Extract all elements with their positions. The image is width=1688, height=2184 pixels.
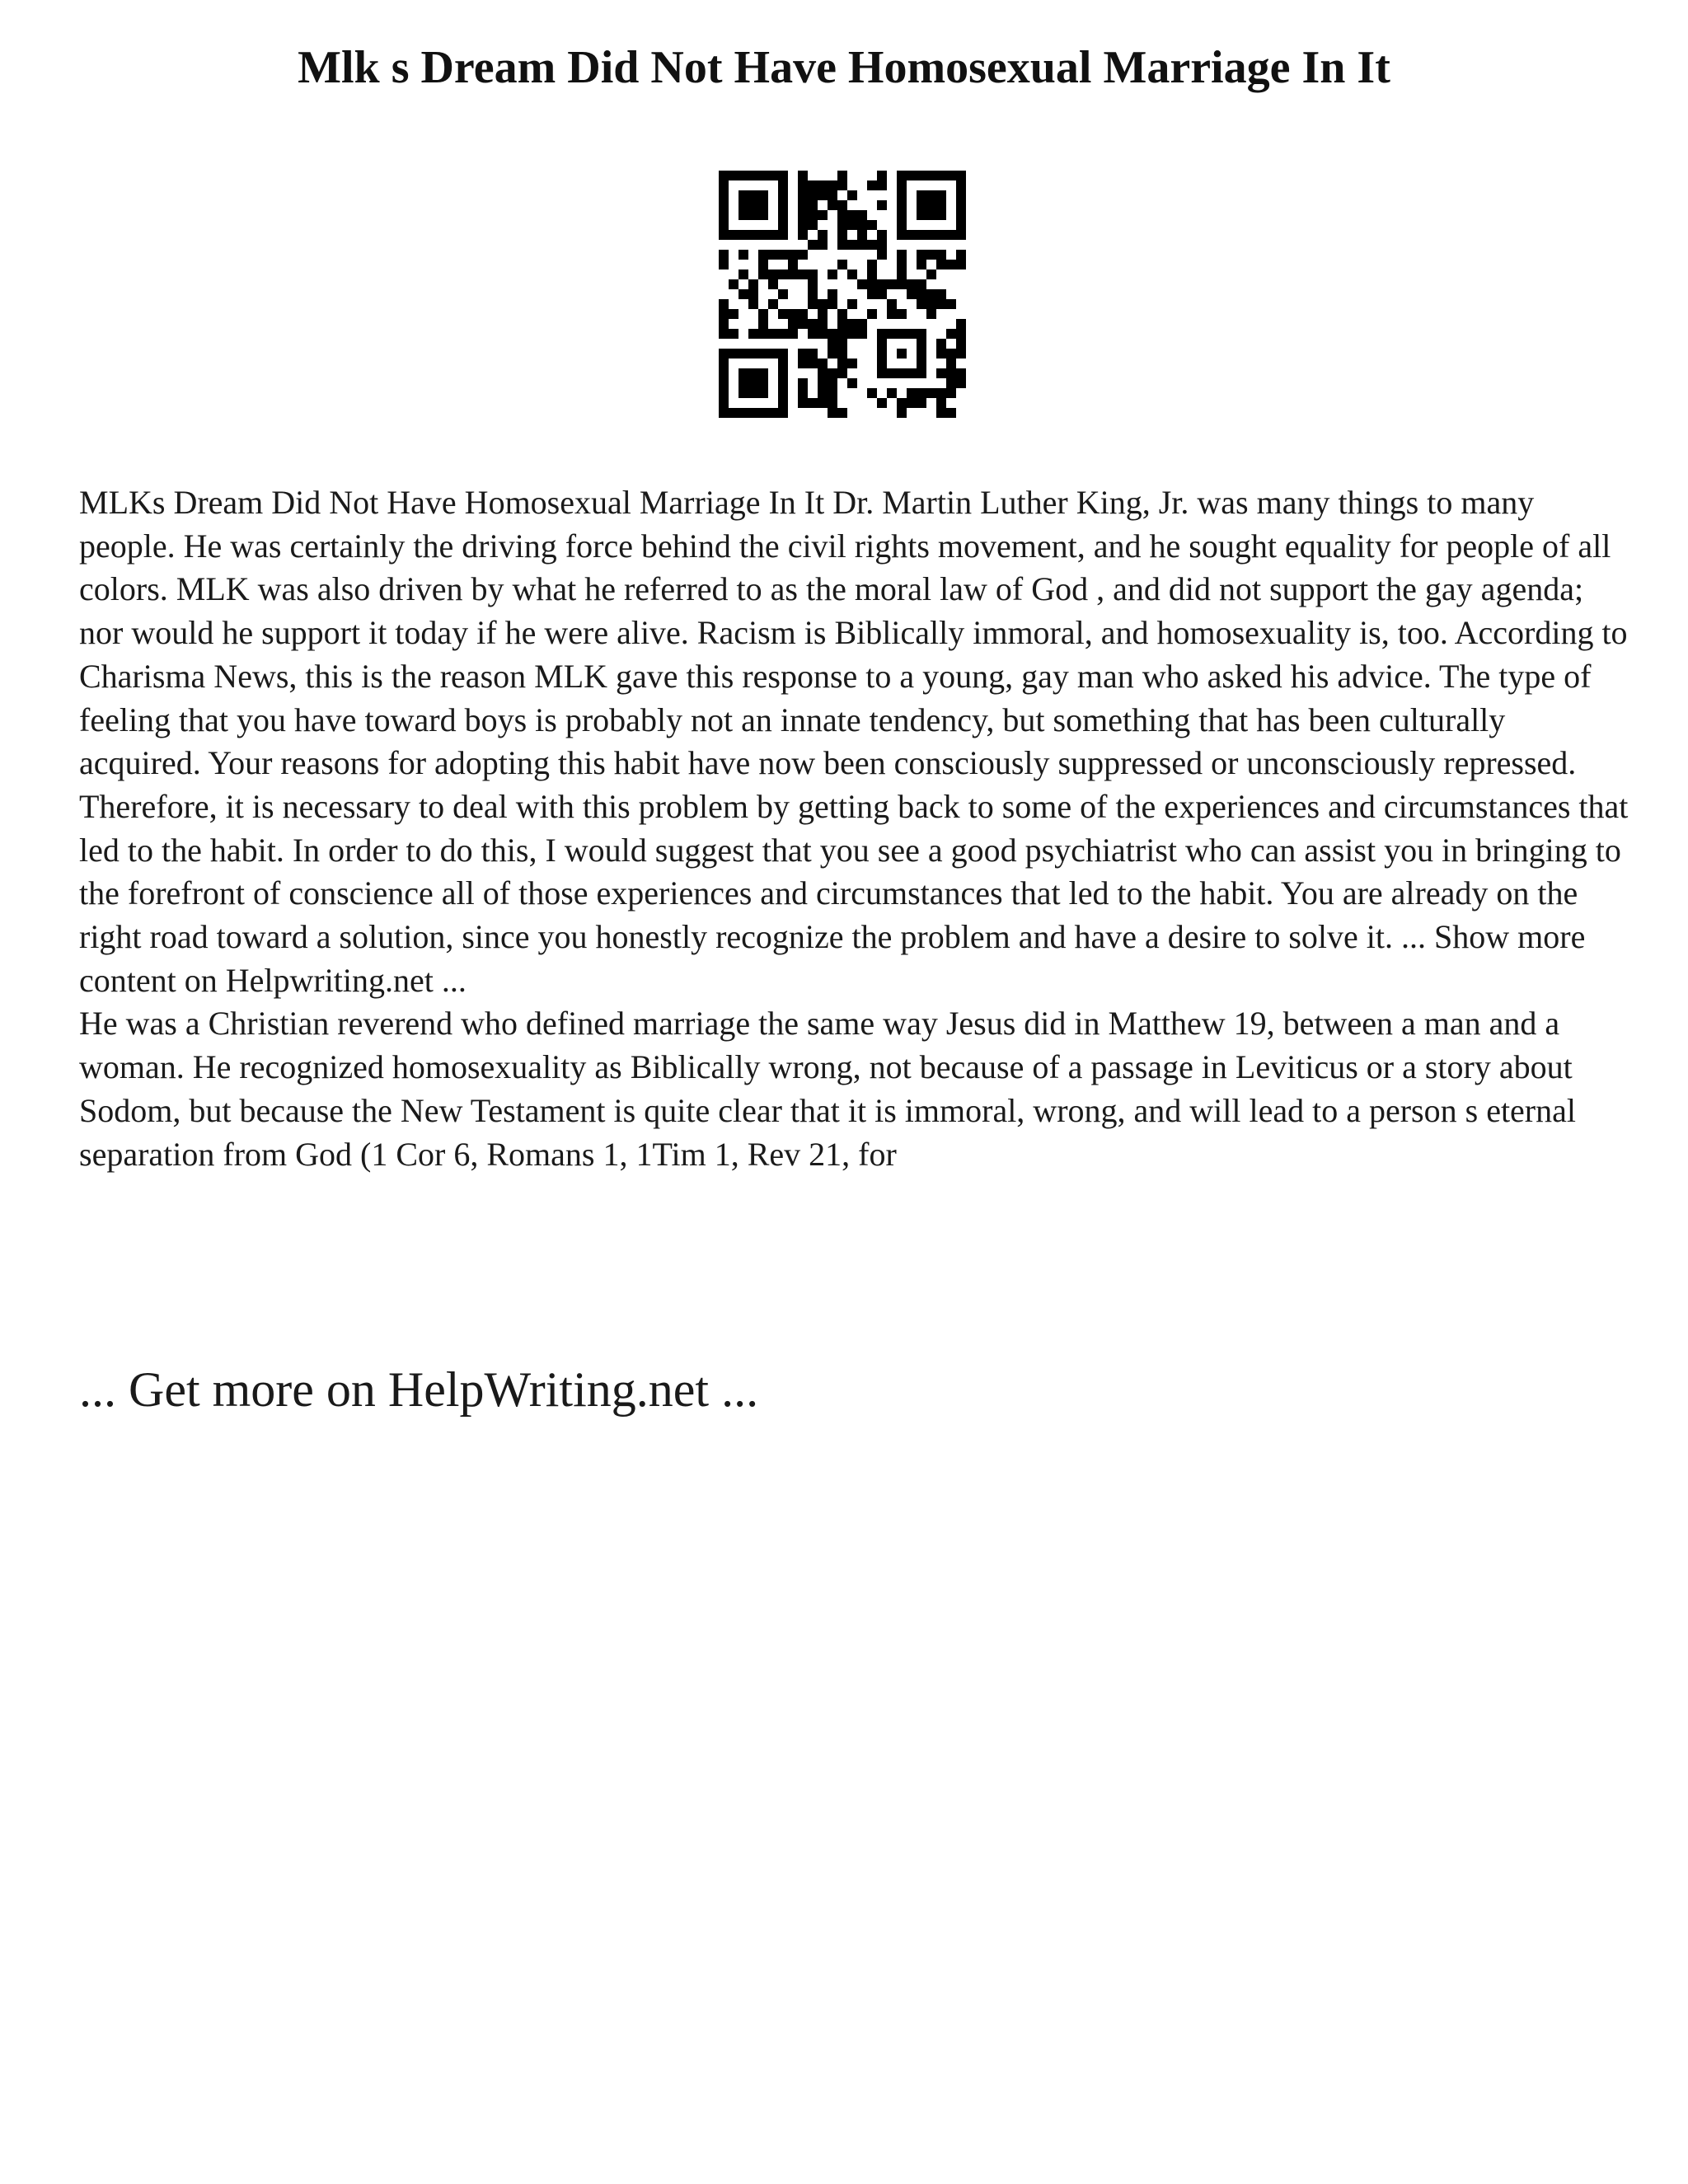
article-body bbox=[79, 481, 1629, 1176]
paragraph: He was a Christian reverend who defined marriage the same way Jesus did in Matthew 19, between a man and a woman. He recognized homosexuality as Biblically wrong, not because of a passage in Leviticus or a story about Sodom, but because the New Testament is quite clear that it is immoral, wrong, and will lead to a person s eternal separation from God (1 Cor 6, Romans 1, 1Tim 1, Rev 21, for bbox=[79, 1005, 1576, 1173]
get-more-link[interactable]: ... Get more on HelpWriting.net ... bbox=[79, 1362, 759, 1417]
qr-code-icon bbox=[719, 171, 966, 418]
page-title: Mlk s Dream Did Not Have Homosexual Marriage In It bbox=[298, 42, 1390, 93]
paragraph: MLKs Dream Did Not Have Homosexual Marriage In It Dr. Martin Luther King, Jr. was many things to many people. He was certainly the driving force behind the civil rights movement, and he sought equality for people of all colors. MLK was also driven by what he referred to as the moral law of God , and did not support the gay agenda; nor would he support it today if he were alive. Racism is Biblically immoral, and homosexuality is, too. According to Charisma News, this is the reason MLK gave this response to a young, gay man who asked his advice. The type of feeling that you have toward boys is probably not an innate tendency, but something that has been culturally acquired. Your reasons for adopting this habit have now been consciously suppressed or unconsciously repressed. Therefore, it is necessary to deal with this problem by getting back to some of the experiences and circumstances that led to the habit. In order to do this, I would suggest that you see a good psychiatrist who can assist you in bringing to the forefront of conscience all of those experiences and circumstances that led to the habit. You are already on the right road toward a solution, since you honestly recognize the problem and have a desire to solve it. ... Show more content on Helpwriting.net ... bbox=[79, 484, 1629, 999]
